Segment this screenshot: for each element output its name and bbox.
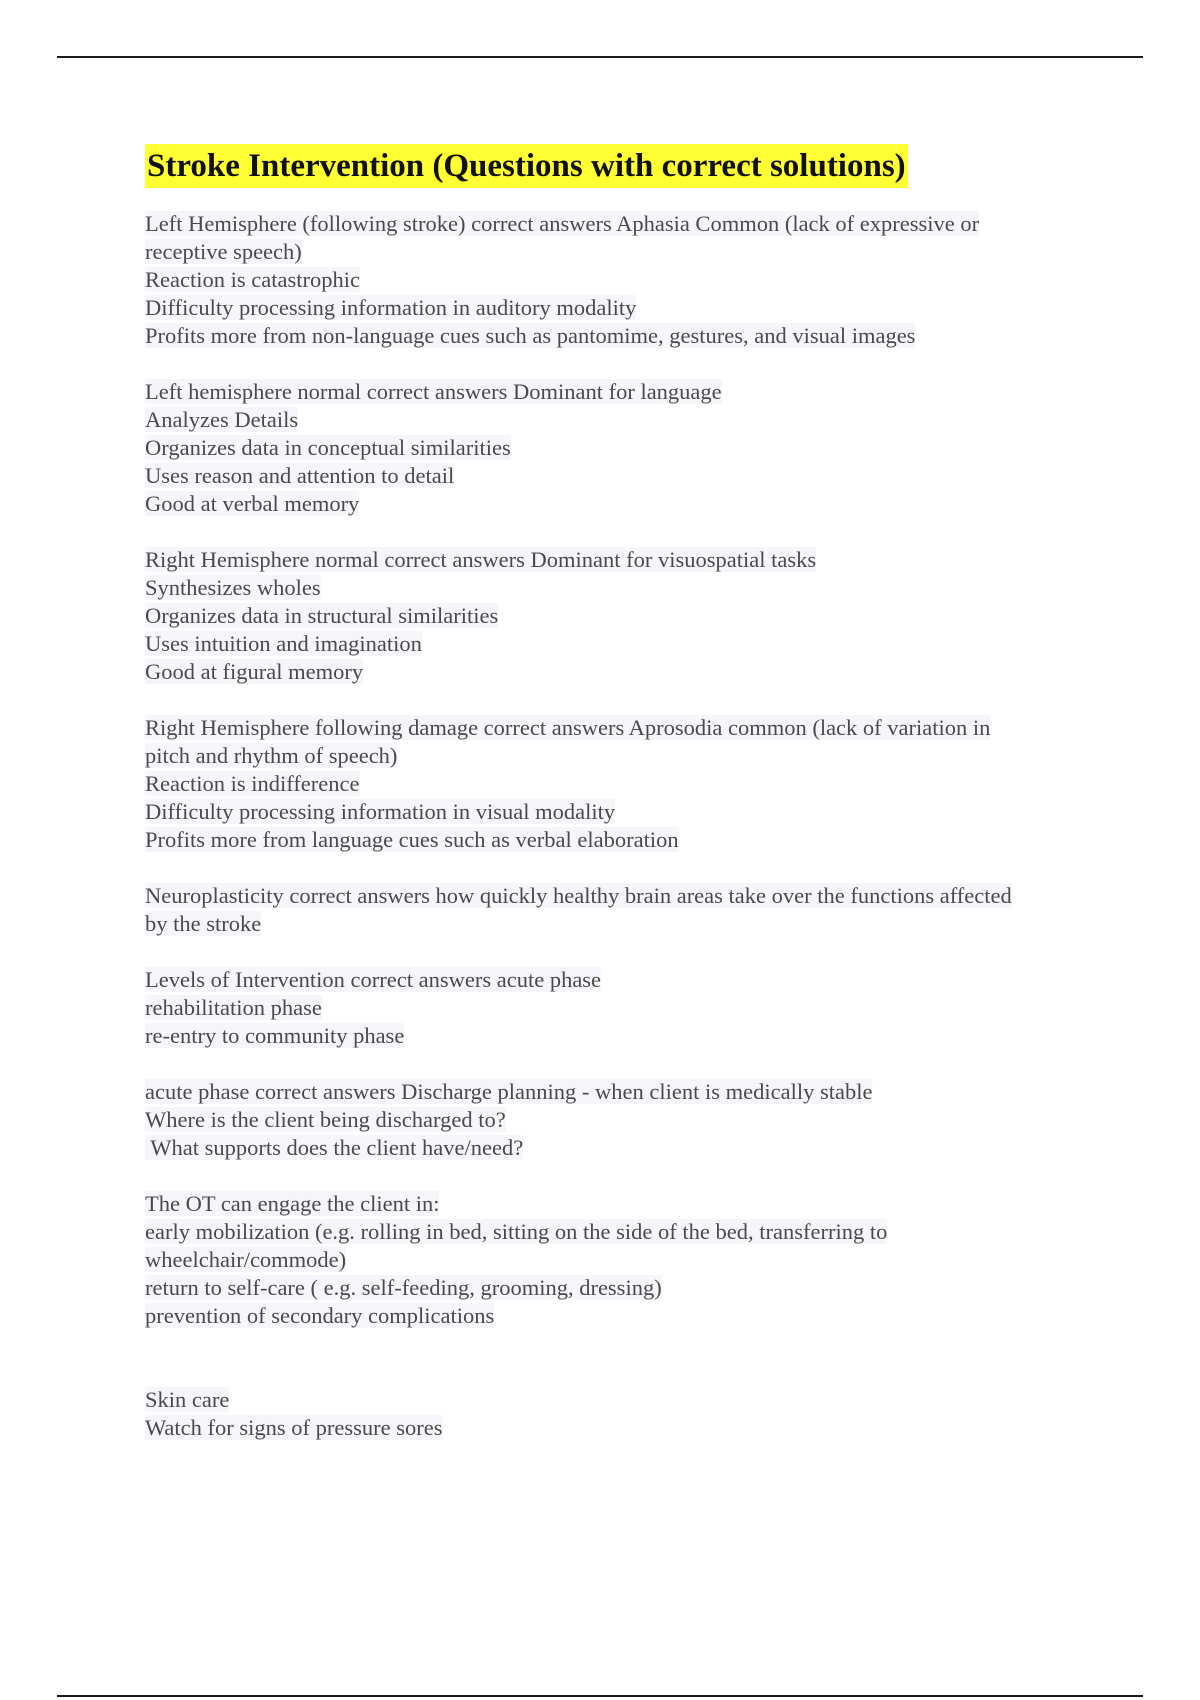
text-line: Skin care — [145, 1387, 230, 1412]
text-line: Good at verbal memory — [145, 491, 360, 516]
footer-rule — [57, 1695, 1143, 1697]
text-line: Reaction is indifference — [145, 771, 360, 796]
text-line: Uses reason and attention to detail — [145, 463, 455, 488]
text-line: Difficulty processing information in auditory modality — [145, 295, 637, 320]
section-neuroplasticity — [145, 882, 1085, 938]
text-line: Organizes data in conceptual similarities — [145, 435, 511, 460]
text-line: Organizes data in structural similarities — [145, 603, 499, 628]
text-line: acute phase correct answers Discharge planning - when client is medically stable — [145, 1079, 873, 1104]
section-right-hemisphere-damage — [145, 714, 1085, 854]
text-line: The OT can engage the client in: — [145, 1191, 440, 1216]
text-line: What supports does the client have/need? — [145, 1135, 524, 1160]
text-line: Right Hemisphere following damage correct answers Aprosodia common (lack of variation in — [145, 715, 991, 740]
section-levels-of-intervention — [145, 966, 1085, 1050]
document-body — [145, 144, 1085, 1470]
text-line: Profits more from non-language cues such as pantomime, gestures, and visual images — [145, 323, 916, 348]
header-rule — [57, 56, 1143, 58]
text-line: Left Hemisphere (following stroke) correct answers Aphasia Common (lack of expressive or — [145, 211, 980, 236]
text-line: Synthesizes wholes — [145, 575, 321, 600]
text-line: Reaction is catastrophic — [145, 267, 360, 292]
text-line: Difficulty processing information in visual modality — [145, 799, 616, 824]
text-line: Analyzes Details — [145, 407, 299, 432]
text-line: wheelchair/commode) — [145, 1247, 347, 1272]
text-line: Uses intuition and imagination — [145, 631, 422, 656]
text-line: re-entry to community phase — [145, 1023, 405, 1048]
section-skin-care — [145, 1386, 1085, 1442]
text-line: early mobilization (e.g. rolling in bed, sitting on the side of the bed, transferring to — [145, 1219, 888, 1244]
section-left-hemisphere-normal — [145, 378, 1085, 518]
text-line: by the stroke — [145, 911, 262, 936]
text-line: Neuroplasticity correct answers how quickly healthy brain areas take over the functions affected — [145, 883, 1012, 908]
text-line: Left hemisphere normal correct answers Dominant for language — [145, 379, 722, 404]
text-line: rehabilitation phase — [145, 995, 322, 1020]
text-line: Watch for signs of pressure sores — [145, 1415, 443, 1440]
text-line: Good at figural memory — [145, 659, 364, 684]
section-right-hemisphere-normal — [145, 546, 1085, 686]
text-line: Profits more from language cues such as verbal elaboration — [145, 827, 679, 852]
text-line: prevention of secondary complications — [145, 1303, 495, 1328]
section-ot-engagement — [145, 1190, 1085, 1330]
section-left-hemisphere-stroke — [145, 210, 1085, 350]
text-line: Where is the client being discharged to? — [145, 1107, 506, 1132]
text-line: Right Hemisphere normal correct answers Dominant for visuospatial tasks — [145, 547, 817, 572]
text-line: Levels of Intervention correct answers acute phase — [145, 967, 602, 992]
text-line: return to self-care ( e.g. self-feeding, grooming, dressing) — [145, 1275, 662, 1300]
document-title: Stroke Intervention (Questions with correct solutions) — [145, 144, 908, 188]
text-line: receptive speech) — [145, 239, 302, 264]
section-acute-phase — [145, 1078, 1085, 1162]
text-line: pitch and rhythm of speech) — [145, 743, 398, 768]
